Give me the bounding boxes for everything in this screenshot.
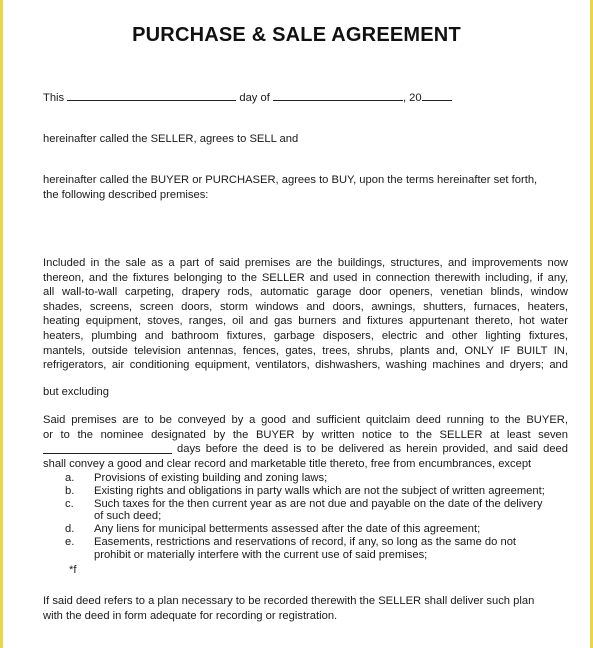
buyer-line-1: hereinafter called the BUYER or PURCHASER, agrees to BUY, upon the terms hereinafter set forth, <box>43 174 538 186</box>
plan-paragraph <box>43 594 568 623</box>
item-marker: d. <box>65 523 75 536</box>
party-name-blank <box>67 90 236 101</box>
seller-line: hereinafter called the SELLER, agrees to SELL and <box>43 133 299 145</box>
item-text: Such taxes for the then current year as are not due and payable on the date of the delivery <box>94 497 543 510</box>
paragraph-line <box>43 442 568 457</box>
paragraph-line: heaters, plumbing and bathroom fixtures, garbage disposers, electric and other lighting fixtures, <box>43 329 568 342</box>
paragraph-line: heating equipment, stoves, ranges, oil and gas burners and fixtures appurtenant thereto, hot water <box>43 315 568 328</box>
day-of-label: day of <box>239 92 270 104</box>
paragraph-line: mantels, outside television antennas, fences, gates, trees, shrubs, plants and, ONLY IF BUILT IN, <box>43 344 568 357</box>
paragraph-line: Included in the sale as a part of said premises are the buildings, structures, and improvements now <box>43 257 568 269</box>
list-item <box>65 485 570 498</box>
days-blank <box>43 442 172 454</box>
document-title: PURCHASE & SALE AGREEMENT <box>132 24 461 46</box>
included-paragraph <box>43 256 568 373</box>
conveyance-paragraph <box>43 413 568 471</box>
list-item <box>65 523 570 536</box>
date-line <box>43 90 452 106</box>
this-label: This <box>43 92 65 104</box>
year-blank <box>422 90 452 101</box>
excluding-line: but excluding <box>43 386 109 398</box>
date-blank <box>273 90 403 101</box>
item-marker: e. <box>65 535 75 548</box>
item-marker: b. <box>65 484 75 497</box>
item-text: prohibit or materially interfere with the current use of said premises; <box>94 548 428 561</box>
paragraph-line: all wall-to-wall carpeting, drapery rods, automatic garage door openers, venetian blinds, window <box>43 286 568 299</box>
paragraph-line: refrigerators, air conditioning equipment, ventilators, dishwashers, washing machines and dryers; and <box>43 359 568 372</box>
item-marker: *f <box>69 563 77 576</box>
list-item <box>65 498 570 524</box>
paragraph-line: with the deed in form adequate for recording or registration. <box>43 609 338 622</box>
exceptions-list <box>65 472 570 576</box>
paragraph-line: shall convey a good and clear record and marketable title thereto, free from encumbrances, except <box>43 457 532 470</box>
list-item <box>65 536 570 562</box>
item-marker: a. <box>65 472 75 484</box>
item-text: Provisions of existing building and zoning laws; <box>94 472 328 484</box>
paragraph-line: If said deed refers to a plan necessary to be recorded therewith the SELLER shall deliver such plan <box>43 595 535 607</box>
paragraph-line: Said premises are to be conveyed by a good and sufficient quitclaim deed running to the BUYER, <box>43 414 568 426</box>
paragraph-line: thereon, and the fixtures belonging to the SELLER and used in connection therewith including, if any, <box>43 271 568 284</box>
document-page <box>3 0 590 648</box>
list-item <box>65 472 570 485</box>
paragraph-line: or to the nominee designated by the BUYER by written notice to the SELLER at least seven <box>43 428 568 441</box>
item-marker: c. <box>65 497 74 510</box>
item-text: Existing rights and obligations in party walls which are not the subject of written agreement; <box>94 484 545 497</box>
paragraph-line: shades, screens, screen doors, storm windows and doors, awnings, shutters, furnaces, heaters, <box>43 300 568 313</box>
item-text: of such deed; <box>94 510 162 523</box>
item-text: Any liens for municipal betterments assessed after the date of this agreement; <box>94 523 481 536</box>
buyer-line-2: the following described premises: <box>43 189 209 201</box>
item-text: Easements, restrictions and reservations of record, if any, so long as the same do not <box>94 535 517 548</box>
days-text: days before the deed is to be delivered as herein provided, and said deed <box>177 443 568 456</box>
year-label: , 20 <box>402 92 422 104</box>
